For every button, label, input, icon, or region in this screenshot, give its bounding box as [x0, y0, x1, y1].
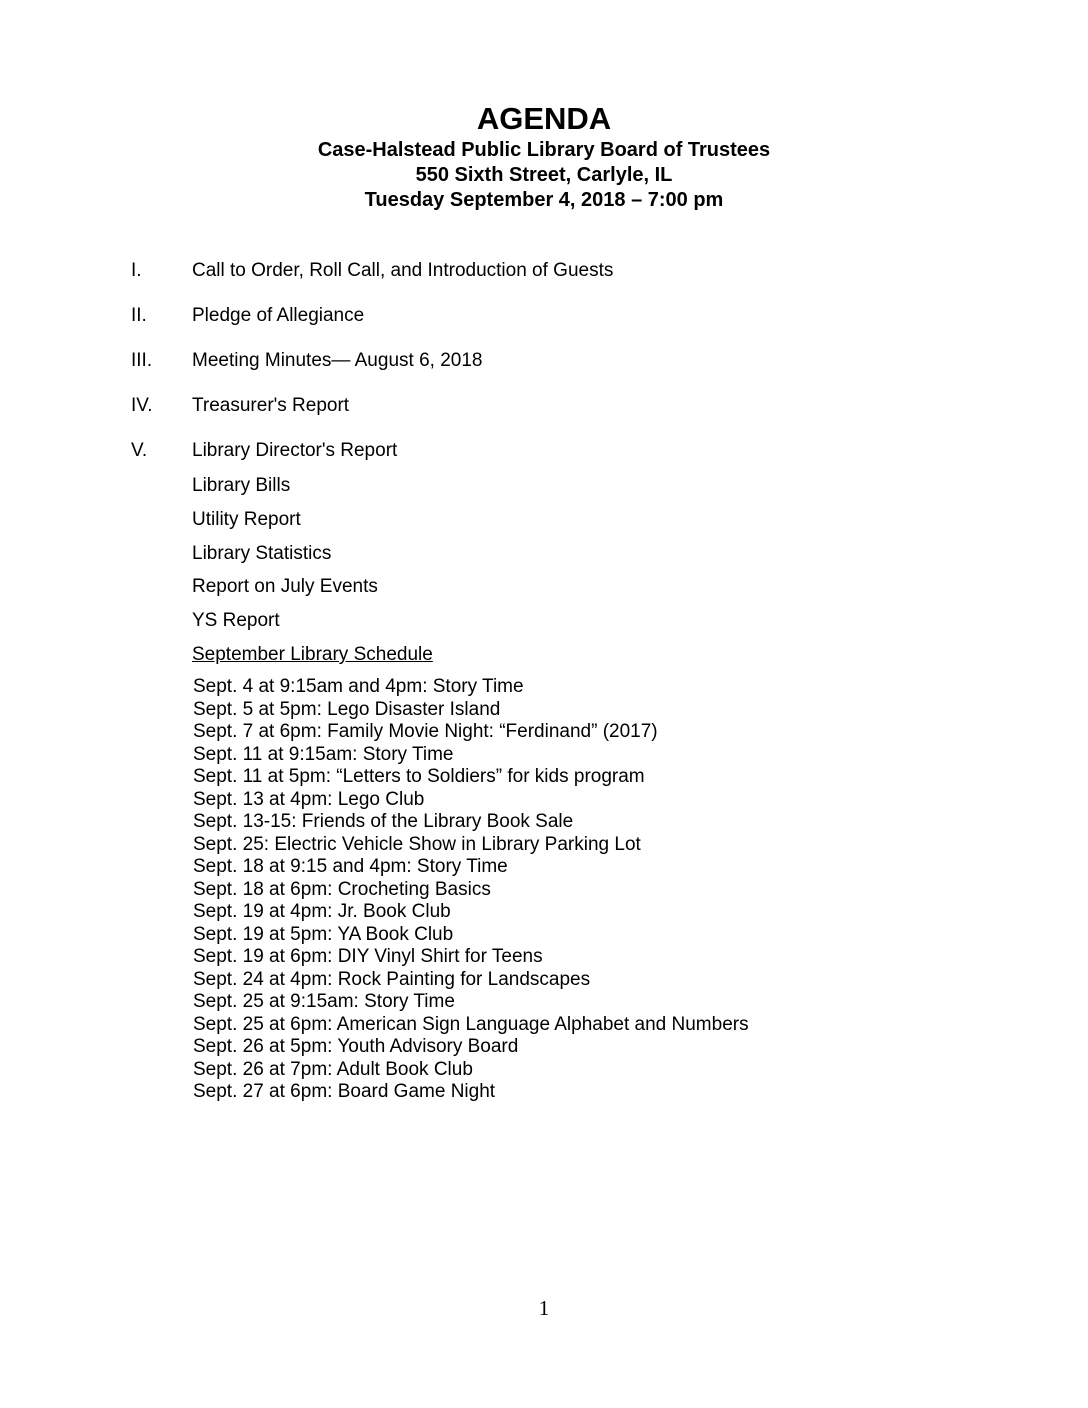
agenda-item-text: Library Director's Report: [192, 440, 398, 461]
agenda-item-number: II.: [131, 305, 147, 326]
schedule-item: Sept. 11 at 9:15am: Story Time: [193, 743, 454, 765]
agenda-item-number: I.: [131, 260, 142, 281]
schedule-item: Sept. 19 at 4pm: Jr. Book Club: [193, 901, 451, 922]
schedule-item: Sept. 11 at 5pm: “Letters to Soldiers” for kids program: [193, 766, 645, 787]
schedule-item: Sept. 4 at 9:15am and 4pm: Story Time: [193, 676, 524, 697]
subitem-library-bills: Library Bills: [192, 475, 291, 496]
page-number: 1: [538, 1296, 550, 1320]
schedule-item: Sept. 7 at 6pm: Family Movie Night: “Ferdinand” (2017): [193, 721, 658, 742]
schedule-item: Sept. 25 at 6pm: American Sign Language Alphabet and Numbers: [193, 1013, 749, 1035]
agenda-item-text: Treasurer's Report: [192, 395, 350, 416]
agenda-item-number: IV.: [131, 395, 153, 416]
schedule-item: Sept. 18 at 9:15 and 4pm: Story Time: [193, 856, 508, 877]
schedule-list: [193, 676, 749, 1104]
schedule-heading: September Library Schedule: [192, 644, 433, 665]
schedule-item: Sept. 19 at 6pm: DIY Vinyl Shirt for Teens: [193, 946, 543, 967]
page-title: AGENDA: [476, 101, 612, 136]
agenda-item-text: Meeting Minutes— August 6, 2018: [192, 350, 483, 371]
schedule-item: Sept. 18 at 6pm: Crocheting Basics: [193, 878, 491, 900]
agenda-item-text: Call to Order, Roll Call, and Introduction of Guests: [192, 260, 614, 281]
schedule-item: Sept. 19 at 5pm: YA Book Club: [193, 923, 454, 945]
schedule-item: Sept. 5 at 5pm: Lego Disaster Island: [193, 698, 501, 720]
schedule-item: Sept. 13 at 4pm: Lego Club: [193, 788, 425, 810]
schedule-item: Sept. 24 at 4pm: Rock Painting for Landscapes: [193, 968, 591, 990]
schedule-item: Sept. 25 at 9:15am: Story Time: [193, 991, 455, 1012]
subitem-ys-report: YS Report: [192, 610, 280, 631]
agenda-item-number: V.: [131, 440, 148, 461]
subitem-utility-report: Utility Report: [192, 509, 301, 530]
agenda-header: [0, 100, 1088, 213]
organization-name: Case-Halstead Public Library Board of Trustees: [317, 139, 771, 161]
subitem-july-events: Report on July Events: [192, 576, 378, 597]
schedule-item: Sept. 13-15: Friends of the Library Book Sale: [193, 811, 574, 832]
schedule-item: Sept. 27 at 6pm: Board Game Night: [193, 1081, 496, 1102]
meeting-datetime: Tuesday September 4, 2018 – 7:00 pm: [364, 189, 724, 211]
agenda-item-number: III.: [131, 350, 153, 371]
schedule-item: Sept. 26 at 7pm: Adult Book Club: [193, 1058, 473, 1080]
meeting-address: 550 Sixth Street, Carlyle, IL: [415, 164, 673, 186]
schedule-item: Sept. 25: Electric Vehicle Show in Library Parking Lot: [193, 833, 641, 855]
subitem-library-statistics: Library Statistics: [192, 543, 332, 564]
schedule-item: Sept. 26 at 5pm: Youth Advisory Board: [193, 1036, 519, 1057]
agenda-item-text: Pledge of Allegiance: [192, 305, 365, 326]
